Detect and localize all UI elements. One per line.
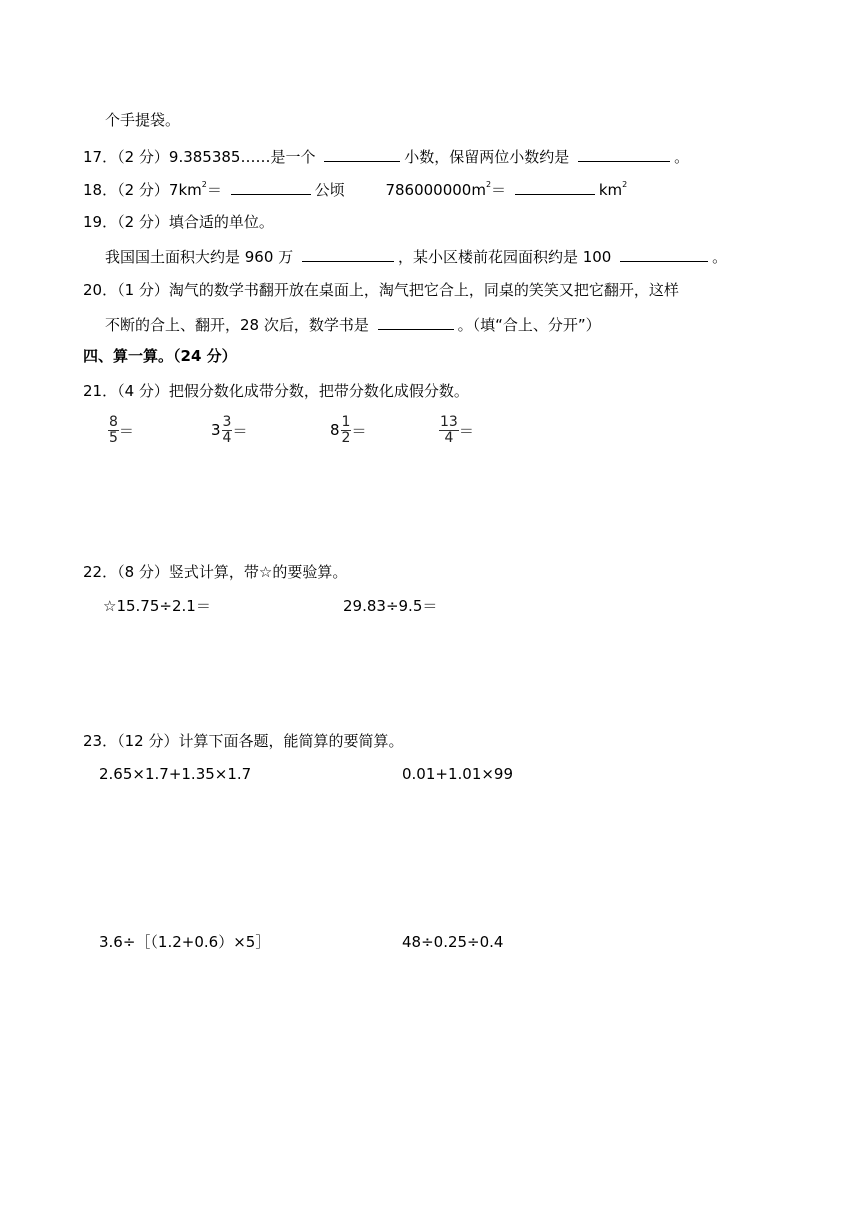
fraction (341, 415, 352, 446)
equals-sign: ＝ (351, 421, 367, 440)
q17-number: 17． (83, 148, 118, 166)
q23-expression-3: 3.6÷［（1.2+0.6）×5］ (99, 933, 271, 951)
numerator: 3 (222, 413, 232, 430)
q20-text-2: 不断的合上、翻开，28 次后，数学书是 (105, 316, 369, 334)
q18-blank-1[interactable] (231, 178, 311, 195)
denominator: 5 (109, 429, 118, 446)
q19-points: （2 分） (117, 213, 169, 231)
fraction-item (330, 410, 366, 450)
q19-text-1: 填合适的单位。 (168, 213, 274, 231)
fraction (439, 415, 459, 446)
q16-tail: 个手提袋。 (105, 111, 181, 129)
q18-number: 18． (83, 181, 118, 199)
q22-number: 22． (83, 563, 118, 581)
q18-eq-2: ＝ (491, 181, 507, 199)
q23-expression-2: 0.01+1.01×99 (402, 765, 514, 783)
q23-points: （12 分） (117, 732, 179, 750)
q19-text-2: 我国国土面积大约是 960 万 (105, 248, 294, 266)
q19-text-3: ，某小区楼前花园面积约是 100 (397, 248, 612, 266)
q17-text-1: 9.385385……是一个 (168, 148, 316, 166)
denominator: 4 (222, 429, 232, 446)
question-22 (83, 562, 347, 582)
question-19 (83, 212, 274, 232)
q18-sup-3: 2 (622, 180, 628, 189)
question-17 (83, 145, 689, 167)
question-20 (83, 280, 679, 300)
q22-expression-2: 29.83÷9.5＝ (343, 597, 438, 615)
q19-blank-2[interactable] (620, 245, 708, 262)
q18-blank-2[interactable] (515, 178, 595, 195)
q21-text: 把假分数化成带分数，把带分数化成假分数。 (168, 382, 469, 400)
q18-eq-1: ＝ (206, 181, 222, 199)
section-4-heading: 四、算一算。（24 分） (83, 347, 237, 365)
q18-unit-2: km (598, 181, 623, 199)
q17-text-2: 小数，保留两位小数约是 (404, 148, 570, 166)
fraction-item (108, 410, 134, 450)
q19-number: 19． (83, 213, 118, 231)
fraction-item (439, 410, 474, 450)
equals-sign: ＝ (232, 421, 248, 440)
equals-sign: ＝ (118, 421, 134, 440)
q21-points: （4 分） (117, 382, 169, 400)
q20-text-3: 。（填“合上、分开”） (457, 316, 601, 334)
denominator: 2 (341, 429, 351, 446)
question-19-line-2 (105, 245, 727, 267)
q18-text-2: 786000000m (385, 181, 486, 199)
whole-number: 8 (330, 421, 340, 439)
q18-unit-1: 公顷 (314, 181, 345, 199)
q20-points: （1 分） (117, 281, 169, 299)
denominator: 4 (444, 429, 454, 446)
numerator: 1 (341, 413, 351, 430)
q23-number: 23． (83, 732, 118, 750)
q22-text: 竖式计算，带☆的要验算。 (168, 563, 348, 581)
fraction (108, 415, 119, 446)
q18-sup-2: 2 (485, 180, 492, 189)
q23-expression-4: 48÷0.25÷0.4 (402, 933, 504, 951)
q18-points: （2 分） (117, 181, 169, 199)
fraction (222, 415, 233, 446)
whole-number: 3 (211, 421, 221, 439)
q22-points: （8 分） (117, 563, 169, 581)
numerator: 13 (440, 413, 458, 430)
q21-number: 21． (83, 382, 118, 400)
question-21 (83, 381, 469, 401)
q18-text-1: 7km (168, 181, 202, 199)
numerator: 8 (109, 413, 118, 430)
q19-blank-1[interactable] (302, 245, 394, 262)
q19-text-4: 。 (712, 248, 728, 266)
q17-points: （2 分） (117, 148, 169, 166)
q20-text-1: 淘气的数学书翻开放在桌面上，淘气把它合上，同桌的笑笑又把它翻开，这样 (168, 281, 679, 299)
q23-text: 计算下面各题，能简算的要简算。 (178, 732, 404, 750)
q17-text-3: 。 (674, 148, 690, 166)
question-20-line-2 (105, 313, 601, 335)
q18-sup-1: 2 (201, 180, 207, 189)
q17-blank-1[interactable] (324, 145, 400, 162)
q22-expression-1: ☆15.75÷2.1＝ (103, 597, 211, 615)
equals-sign: ＝ (458, 421, 474, 440)
question-23 (83, 731, 403, 751)
q20-number: 20． (83, 281, 118, 299)
q23-expression-1: 2.65×1.7+1.35×1.7 (99, 765, 252, 783)
q20-blank[interactable] (378, 313, 454, 330)
fraction-item (211, 410, 247, 450)
question-18 (83, 178, 627, 200)
q17-blank-2[interactable] (578, 145, 670, 162)
